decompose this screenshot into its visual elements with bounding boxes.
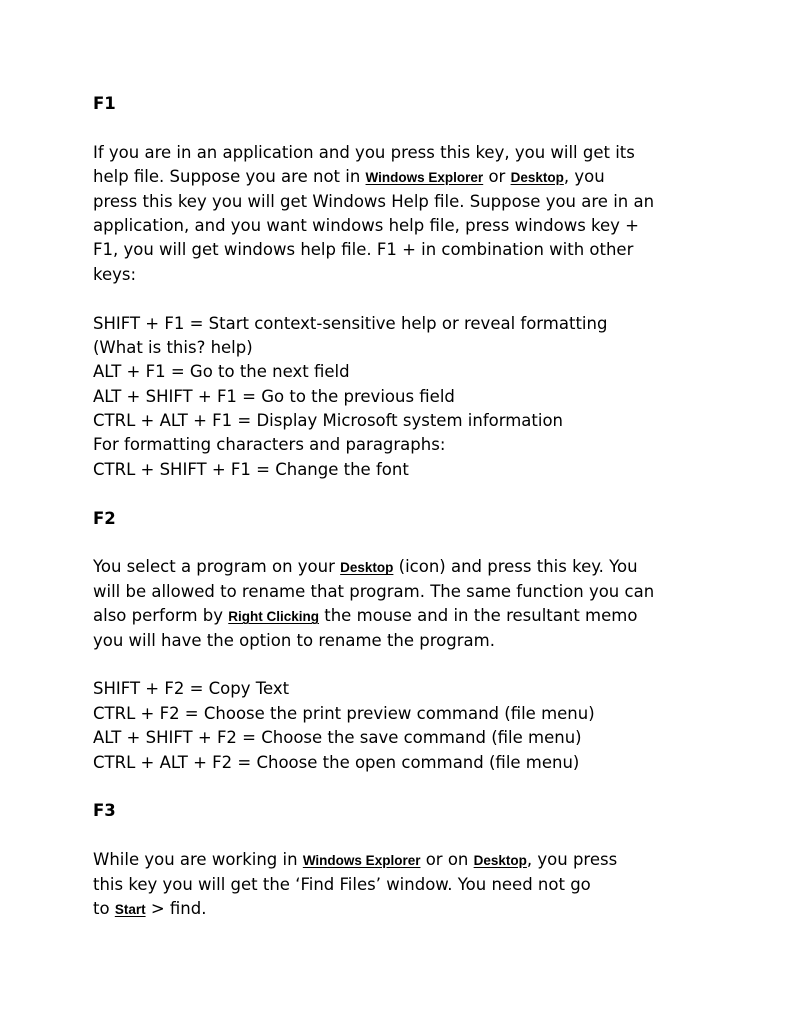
shortcut-line: ALT + F1 = Go to the next field <box>93 362 350 382</box>
text-run: , you press <box>526 850 618 870</box>
shortcut-line: ALT + SHIFT + F2 = Choose the save command (file menu) <box>93 728 582 748</box>
shortcut-line: CTRL + ALT + F1 = Display Microsoft system information <box>93 411 564 431</box>
paragraph-line <box>93 555 713 579</box>
f2-paragraph <box>93 555 713 653</box>
text-run: or <box>483 167 511 187</box>
shortcut-line: CTRL + F2 = Choose the print preview command (file menu) <box>93 703 595 723</box>
text-run: (icon) and press this key. You <box>393 557 638 577</box>
shortcut-line: SHIFT + F1 = Start context-sensitive help or reveal formatting <box>93 313 608 333</box>
text-run: , you <box>563 167 605 187</box>
paragraph-line: this key you will get the ‘Find Files’ window. You need not go <box>93 874 591 894</box>
desktop-link[interactable]: Desktop <box>473 853 527 869</box>
f1-paragraph <box>93 141 713 287</box>
paragraph-line <box>93 604 713 628</box>
shortcut-line: CTRL + SHIFT + F1 = Change the font <box>93 459 409 479</box>
text-run: also perform by <box>93 606 229 626</box>
shortcut-line: For formatting characters and paragraphs: <box>93 435 446 455</box>
paragraph-line: F1, you will get windows help file. F1 + in combination with other <box>93 240 634 260</box>
shortcut-line: SHIFT + F2 = Copy Text <box>93 679 290 699</box>
text-run: to <box>93 898 115 918</box>
f2-shortcut-list <box>93 677 713 775</box>
desktop-link[interactable]: Desktop <box>510 170 564 186</box>
paragraph-line: you will have the option to rename the program. <box>93 630 495 650</box>
paragraph-line: application, and you want windows help file, press windows key + <box>93 215 639 235</box>
paragraph-line <box>93 848 713 872</box>
f1-shortcut-list <box>93 312 713 483</box>
text-run: help file. Suppose you are not in <box>93 167 366 187</box>
shortcut-line: CTRL + ALT + F2 = Choose the open command (file menu) <box>93 752 580 772</box>
f3-paragraph <box>93 848 713 921</box>
start-link[interactable]: Start <box>114 901 146 917</box>
text-run: the mouse and in the resultant memo <box>319 606 638 626</box>
text-run: > find. <box>145 898 207 918</box>
desktop-link[interactable]: Desktop <box>340 560 394 576</box>
text-run: You select a program on your <box>93 557 341 577</box>
windows-explorer-link[interactable]: Windows Explorer <box>365 170 484 186</box>
section-heading-f2: F2 <box>93 508 116 528</box>
paragraph-line: keys: <box>93 264 137 284</box>
right-clicking-link[interactable]: Right Clicking <box>228 609 319 625</box>
windows-explorer-link[interactable]: Windows Explorer <box>302 853 421 869</box>
paragraph-line <box>93 897 713 921</box>
paragraph-line: press this key you will get Windows Help file. Suppose you are in an <box>93 191 655 211</box>
text-run: While you are working in <box>93 850 303 870</box>
paragraph-line: will be allowed to rename that program. The same function you can <box>93 581 655 601</box>
paragraph-line <box>93 165 713 189</box>
text-run: or on <box>420 850 474 870</box>
shortcut-line: (What is this? help) <box>93 337 253 357</box>
shortcut-line: ALT + SHIFT + F1 = Go to the previous field <box>93 386 455 406</box>
section-heading-f1: F1 <box>93 94 116 113</box>
section-heading-f3: F3 <box>93 801 116 821</box>
document-page <box>93 92 713 946</box>
paragraph-line: If you are in an application and you press this key, you will get its <box>93 142 635 162</box>
